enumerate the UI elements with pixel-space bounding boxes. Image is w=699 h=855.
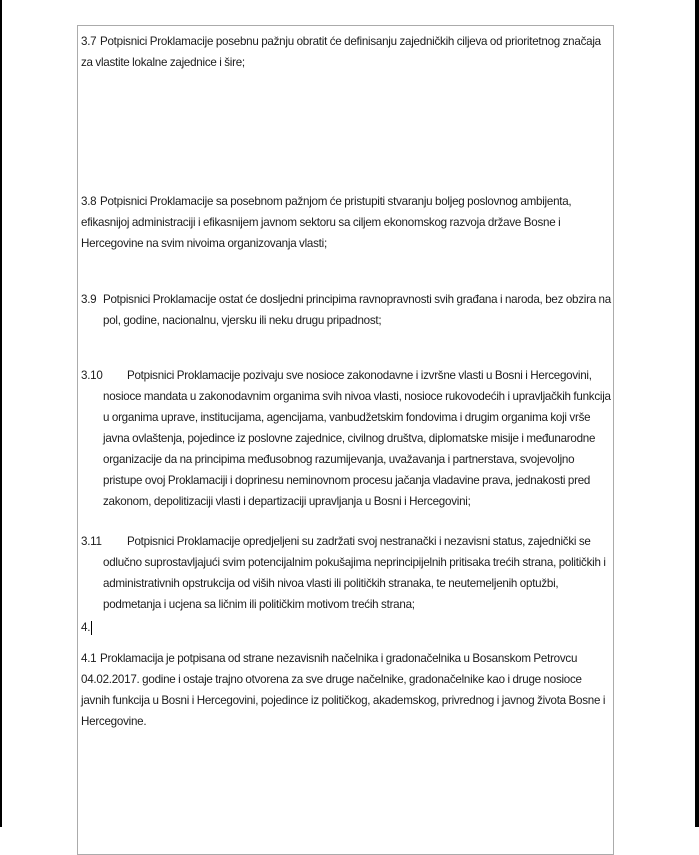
paragraph-4-1[interactable] [81,648,611,732]
paragraph-text: Potpisnici Proklamacije sa posebnom pažnjom će pristupiti stvaranju boljeg poslovnog ambijenta, efikasnijoj administraciji i efikasnijem javnom sektoru sa ciljem ekonomskog razvoja države Bosne i Hercegovine na svim nivoima organizovanja vlasti; [81,195,572,250]
paragraph-number: 3.9 [81,293,97,306]
paragraph-number: 3.11 [81,535,102,548]
paragraph-3-7[interactable] [81,31,611,73]
paragraph-text: Potpisnici Proklamacije posebnu pažnju obratit će definisanju zajedničkih ciljeva od prioritetnog značaja za vlastite lokalne zajednice i šire; [81,35,601,69]
document-page[interactable] [77,25,614,855]
screen-edge-left [0,0,2,827]
paragraph-3-11[interactable] [81,531,611,615]
paragraph-text: Potpisnici Proklamacije ostat će dosljedni principima ravnopravnosti svih građana i naroda, bez obzira na pol, godine, nacionalnu, vjersku ili neku drugu pripadnost; [103,293,611,327]
paragraph-4[interactable] [81,617,611,638]
paragraph-3-10[interactable] [81,365,611,512]
screen-edge-right [695,0,699,827]
paragraph-3-9[interactable] [81,289,611,331]
paragraph-number: 3.7 [81,35,97,48]
paragraph-number: 4. [81,621,91,634]
paragraph-3-8[interactable] [81,191,611,254]
paragraph-text: Potpisnici Proklamacije pozivaju sve nosioce zakonodavne i izvršne vlasti u Bosni i Hercegovini, nosioce mandata u zakonodavnim organima svih nivoa vlasti, nosioce rukovodećih i upravljačkih funkcija u organima uprave, institucijama, agencijama, vanbudžetskim fondovima i drugim organima koji vrše javna ovlaštenja, pojedince iz poslovne zajednice, civilnog društva, diplomatske misije i međunarodne organizacije da na principima međusobnog razumijevanja, uvažavanja i partnerstava, svojevoljno pristupe ovoj Proklamaciji i doprinesu neminovnom procesu jačanja vladavine prava, jednakosti pred zakonom, depolitizaciji vlasti i departizaciji upravljanja u Bosni i Hercegovini; [103,369,611,508]
document-content [78,26,613,732]
paragraph-text: Proklamacija je potpisana od strane nezavisnih načelnika i gradonačelnika u Bosanskom Petrovcu 04.02.2017. godine i ostaje trajno otvorena za sve druge načelnike, gradonačelnike kao i druge nosioce javnih funkcija u Bosni i Hercegovini, pojedince iz političkog, akademskog, privrednog i javnog života Bosne i Hercegovine. [81,652,606,728]
text-cursor [91,621,92,635]
paragraph-number: 4.1 [81,652,97,665]
paragraph-text: Potpisnici Proklamacije opredjeljeni su zadržati svoj nestranački i nezavisni status, zajednički se odlučno suprostavljajući svim potencijalnim pokušajima neprincipijelnih pritisaka trećih strana, političkih i administrativnih opstrukcija od viših nivoa vlasti ili političkih stranaka, te neutemeljenih optužbi, podmetanja i ucjena sa ličnim ili političkim motivom trećih strana; [103,535,606,611]
paragraph-number: 3.8 [81,195,97,208]
paragraph-number: 3.10 [81,369,103,382]
